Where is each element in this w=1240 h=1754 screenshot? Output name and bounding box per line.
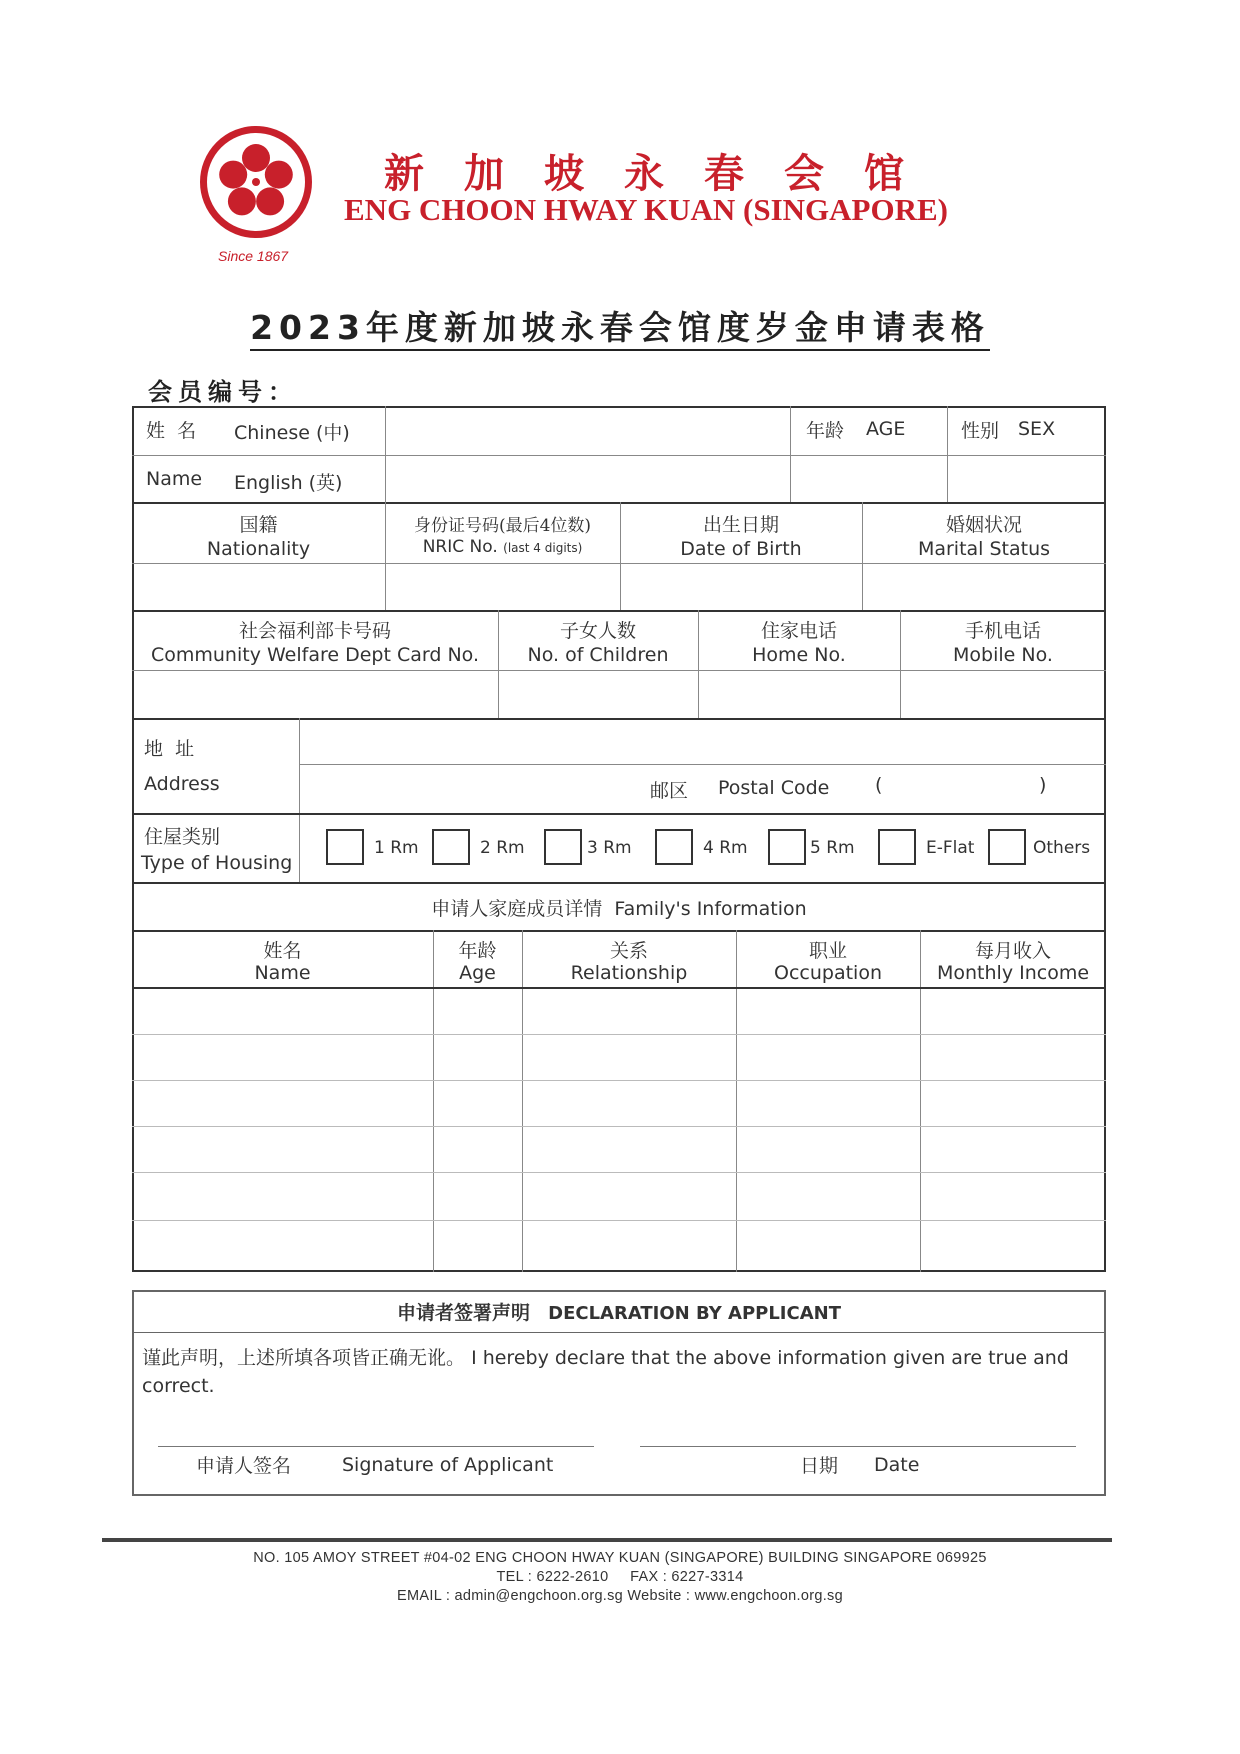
housing-label: Type of Housing <box>141 852 293 874</box>
since-year: Since 1867 <box>218 248 289 264</box>
dob-label: Date of Birth <box>680 538 802 560</box>
family-row-divider <box>132 1034 1106 1035</box>
address-label: Address <box>144 773 220 795</box>
family-row-divider <box>132 1172 1106 1173</box>
signature-label: Signature of Applicant <box>342 1454 554 1476</box>
form-title: 2023年度新加坡永春会馆度岁金申请表格 <box>0 302 1240 349</box>
family-row-divider <box>132 1080 1106 1081</box>
housing-option-label: 5 Rm <box>810 838 855 858</box>
family-col-age: Age <box>459 962 496 984</box>
family-col-name-cn: 姓名 <box>263 940 302 962</box>
marital-label: Marital Status <box>917 538 1051 560</box>
sex-label: SEX <box>1018 418 1056 440</box>
family-col-income-cn: 每月收入 <box>974 940 1051 962</box>
housing-checkbox-eflat[interactable] <box>878 829 916 865</box>
name-chinese-label-cn: 姓 名 <box>146 420 197 442</box>
address-label-cn: 地 址 <box>144 738 195 760</box>
home-phone-label: Home No. <box>752 644 846 666</box>
housing-option-label: 2 Rm <box>480 838 525 858</box>
signature-line <box>158 1446 594 1447</box>
footer-address: NO. 105 AMOY STREET #04-02 ENG CHOON HWAY KUAN (SINGAPORE) BUILDING SINGAPORE 069925 <box>253 1550 987 1566</box>
chinese-label: Chinese (中) <box>234 422 350 444</box>
marital-label-cn: 婚姻状况 <box>945 514 1022 536</box>
housing-option-label: Others <box>1033 838 1091 858</box>
housing-option-label: 4 Rm <box>703 838 748 858</box>
postal-paren-open: ( <box>875 774 883 796</box>
dob-label-cn: 出生日期 <box>702 514 779 536</box>
housing-checkbox-5rm[interactable] <box>768 829 806 865</box>
family-row-divider <box>132 1126 1106 1127</box>
plum-blossom-icon <box>207 133 305 231</box>
date-label: Date <box>874 1454 920 1476</box>
postal-code-label: Postal Code <box>718 777 830 799</box>
member-number-label: 会员编号： <box>148 377 298 406</box>
org-name-chinese: 新加坡永春会馆 <box>384 150 944 197</box>
nric-label-cn: 身份证号码(最后4位数) <box>413 516 592 536</box>
mobile-label: Mobile No. <box>953 644 1053 666</box>
declaration-text: 谨此声明，上述所填各项皆正确无讹。 I hereby declare that the above information given are true and correct. <box>142 1347 1069 1397</box>
housing-option-label: 1 Rm <box>374 838 419 858</box>
org-name-english: ENG CHOON HWAY KUAN (SINGAPORE) <box>344 192 948 227</box>
association-logo <box>200 126 312 238</box>
family-col-occupation-cn: 职业 <box>808 940 847 962</box>
postal-paren-close: ) <box>1039 774 1047 796</box>
family-col-name: Name <box>254 962 311 984</box>
signature-label-cn: 申请人签名 <box>196 1455 292 1477</box>
english-label: English (英) <box>234 472 343 494</box>
mobile-label-cn: 手机电话 <box>964 620 1041 642</box>
name-label: Name <box>146 468 203 490</box>
housing-option-label: E-Flat <box>926 838 975 858</box>
housing-option-label: 3 Rm <box>587 838 632 858</box>
family-info-title: 申请人家庭成员详情 Family's Information <box>431 898 807 920</box>
nric-label: NRIC No. (last 4 digits) <box>422 537 583 557</box>
housing-checkbox-3rm[interactable] <box>544 829 582 865</box>
cwd-label-cn: 社会福利部卡号码 <box>238 620 391 642</box>
housing-checkbox-others[interactable] <box>988 829 1026 865</box>
children-label-cn: 子女人数 <box>559 620 636 642</box>
housing-checkbox-4rm[interactable] <box>655 829 693 865</box>
footer-divider <box>102 1538 1112 1542</box>
family-col-relationship-cn: 关系 <box>609 940 648 962</box>
declaration-title: 申请者签署声明 DECLARATION BY APPLICANT <box>397 1302 841 1324</box>
nationality-label-cn: 国籍 <box>239 514 278 536</box>
family-row-divider <box>132 1220 1106 1221</box>
family-col-relationship: Relationship <box>570 962 688 984</box>
age-label-cn: 年龄 <box>806 420 845 442</box>
housing-checkbox-2rm[interactable] <box>432 829 470 865</box>
family-col-age-cn: 年龄 <box>458 940 497 962</box>
postal-code-label-cn: 邮区 <box>650 780 689 802</box>
nationality-label: Nationality <box>206 538 311 560</box>
family-col-occupation: Occupation <box>774 962 882 984</box>
children-label: No. of Children <box>527 644 669 666</box>
footer-contact: EMAIL : admin@engchoon.org.sg Website : www.engchoon.org.sg <box>397 1588 843 1604</box>
sex-label-cn: 性别 <box>961 420 1000 442</box>
cwd-label: Community Welfare Dept Card No. <box>150 644 479 666</box>
date-line <box>640 1446 1076 1447</box>
age-label: AGE <box>866 418 906 440</box>
date-label-cn: 日期 <box>800 1455 839 1477</box>
home-phone-label-cn: 住家电话 <box>760 620 837 642</box>
family-col-income: Monthly Income <box>936 962 1090 984</box>
housing-checkbox-1rm[interactable] <box>326 829 364 865</box>
footer-tel-fax: TEL : 6222-2610 FAX : 6227-3314 <box>496 1569 744 1585</box>
housing-label-cn: 住屋类别 <box>144 826 221 848</box>
